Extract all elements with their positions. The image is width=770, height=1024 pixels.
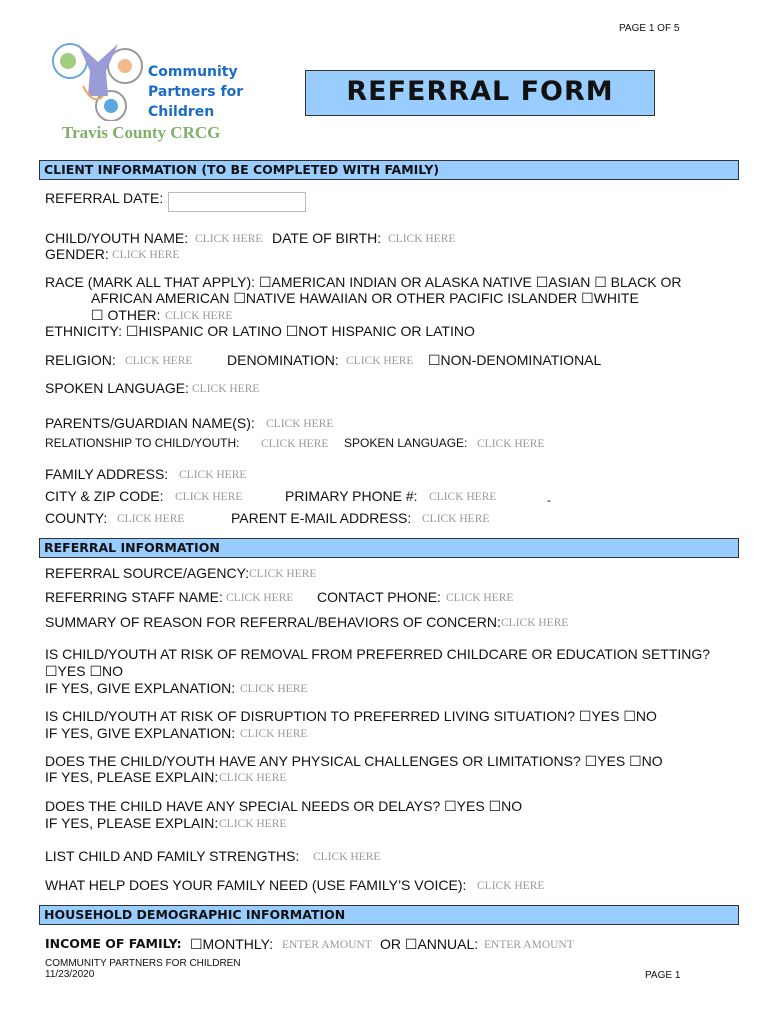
q1-explain-field[interactable]: CLICK HERE — [240, 683, 308, 695]
logo-line-2: Partners for — [148, 84, 244, 100]
address-field[interactable]: CLICK HERE — [179, 469, 247, 481]
logo-line-4: Travis County CRCG — [62, 123, 221, 142]
source-field[interactable]: CLICK HERE — [249, 568, 317, 580]
annual-checkbox[interactable]: OR ☐ANNUAL: — [380, 936, 479, 952]
child-name-field[interactable]: CLICK HERE — [195, 233, 263, 245]
annual-amount-field[interactable]: ENTER AMOUNT — [484, 939, 574, 951]
summary-field[interactable]: CLICK HERE — [501, 617, 569, 629]
logo-line-3: Children — [148, 104, 215, 120]
parent-language-field[interactable]: CLICK HERE — [477, 438, 545, 450]
help-field[interactable]: CLICK HERE — [477, 880, 545, 892]
race-other-field[interactable]: CLICK HERE — [165, 310, 233, 322]
monthly-checkbox[interactable]: ☐MONTHLY: — [190, 936, 274, 952]
contact-phone-label: CONTACT PHONE: — [317, 589, 441, 605]
parent-language-label: SPOKEN LANGUAGE: — [344, 436, 468, 450]
contact-phone-field[interactable]: CLICK HERE — [446, 592, 514, 604]
page-indicator: PAGE 1 OF 5 — [619, 23, 680, 34]
city-zip-field[interactable]: CLICK HERE — [175, 491, 243, 503]
dob-label: DATE OF BIRTH: — [272, 230, 382, 246]
strengths-label: LIST CHILD AND FAMILY STRENGTHS: — [45, 848, 300, 864]
address-label: FAMILY ADDRESS: — [45, 466, 169, 482]
footer-page: PAGE 1 — [645, 970, 681, 981]
q3-label[interactable]: DOES THE CHILD/YOUTH HAVE ANY PHYSICAL CHALLENGES OR LIMITATIONS? ☐YES ☐NO — [45, 753, 663, 769]
q4-explain-label: IF YES, PLEASE EXPLAIN: — [45, 815, 219, 831]
email-field[interactable]: CLICK HERE — [422, 513, 490, 525]
logo-line-1: Community — [148, 64, 238, 80]
staff-label: REFERRING STAFF NAME: — [45, 589, 223, 605]
county-label: COUNTY: — [45, 510, 108, 526]
denomination-label: DENOMINATION: — [227, 352, 339, 368]
gender-field[interactable]: CLICK HERE — [112, 249, 180, 261]
q4-label[interactable]: DOES THE CHILD HAVE ANY SPECIAL NEEDS OR DELAYS? ☐YES ☐NO — [45, 798, 523, 814]
section-header-client: CLIENT INFORMATION (TO BE COMPLETED WITH FAMILY) — [39, 160, 739, 180]
logo-children-icon — [48, 36, 148, 121]
denomination-field[interactable]: CLICK HERE — [346, 355, 414, 367]
help-label: WHAT HELP DOES YOUR FAMILY NEED (USE FAMILY’S VOICE): — [45, 877, 467, 893]
footer-date: 11/23/2020 — [45, 969, 95, 980]
q2-label[interactable]: IS CHILD/YOUTH AT RISK OF DISRUPTION TO PREFERRED LIVING SITUATION? ☐YES ☐NO — [45, 708, 657, 724]
income-label: INCOME OF FAMILY: — [45, 936, 182, 951]
city-zip-label: CITY & ZIP CODE: — [45, 488, 164, 504]
relationship-field[interactable]: CLICK HERE — [261, 438, 329, 450]
q1-explain-label: IF YES, GIVE EXPLANATION: — [45, 680, 236, 696]
phone-field[interactable]: CLICK HERE — [429, 491, 497, 503]
ethnicity-options[interactable]: ETHNICITY: ☐HISPANIC OR LATINO ☐NOT HISPANIC OR LATINO — [45, 323, 475, 339]
footer-org: COMMUNITY PARTNERS FOR CHILDREN — [45, 958, 241, 969]
gender-label: GENDER: — [45, 246, 109, 262]
spoken-language-label: SPOKEN LANGUAGE: — [45, 380, 189, 396]
monthly-amount-field[interactable]: ENTER AMOUNT — [282, 939, 372, 951]
referral-date-label: REFERRAL DATE: — [45, 190, 164, 206]
summary-label: SUMMARY OF REASON FOR REFERRAL/BEHAVIORS OF CONCERN: — [45, 614, 501, 630]
referral-date-input[interactable] — [168, 192, 306, 212]
email-label: PARENT E-MAIL ADDRESS: — [231, 510, 412, 526]
q4-explain-field[interactable]: CLICK HERE — [219, 818, 287, 830]
phone-dash: - — [547, 493, 551, 507]
race-other-checkbox[interactable]: ☐ OTHER: — [91, 307, 161, 323]
non-denominational-checkbox[interactable]: ☐NON-DENOMINATIONAL — [428, 352, 602, 368]
county-field[interactable]: CLICK HERE — [117, 513, 185, 525]
q3-explain-label: IF YES, PLEASE EXPLAIN: — [45, 769, 219, 785]
q1-options[interactable]: ☐YES ☐NO — [45, 663, 124, 679]
religion-label: RELIGION: — [45, 352, 116, 368]
source-label: REFERRAL SOURCE/AGENCY: — [45, 565, 250, 581]
strengths-field[interactable]: CLICK HERE — [313, 851, 381, 863]
race-line-2[interactable]: AFRICAN AMERICAN ☐NATIVE HAWAIIAN OR OTHER PACIFIC ISLANDER ☐WHITE — [91, 290, 639, 306]
phone-label: PRIMARY PHONE #: — [285, 488, 418, 504]
section-header-referral: REFERRAL INFORMATION — [39, 538, 739, 558]
spoken-language-field[interactable]: CLICK HERE — [192, 383, 260, 395]
parents-field[interactable]: CLICK HERE — [266, 418, 334, 430]
parents-label: PARENTS/GUARDIAN NAME(S): — [45, 415, 255, 431]
child-name-label: CHILD/YOUTH NAME: — [45, 230, 189, 246]
dob-field[interactable]: CLICK HERE — [388, 233, 456, 245]
q2-explain-field[interactable]: CLICK HERE — [240, 728, 308, 740]
q1-label: IS CHILD/YOUTH AT RISK OF REMOVAL FROM PREFERRED CHILDCARE OR EDUCATION SETTING? — [45, 646, 711, 662]
race-line-1[interactable]: RACE (MARK ALL THAT APPLY): ☐AMERICAN INDIAN OR ALASKA NATIVE ☐ASIAN ☐ BLACK OR — [45, 274, 682, 290]
q3-explain-field[interactable]: CLICK HERE — [219, 772, 287, 784]
section-header-household: HOUSEHOLD DEMOGRAPHIC INFORMATION — [39, 905, 739, 925]
relationship-label: RELATIONSHIP TO CHILD/YOUTH: — [45, 436, 240, 450]
staff-field[interactable]: CLICK HERE — [226, 592, 294, 604]
form-title: REFERRAL FORM — [305, 70, 655, 116]
logo — [48, 36, 258, 146]
q2-explain-label: IF YES, GIVE EXPLANATION: — [45, 725, 236, 741]
religion-field[interactable]: CLICK HERE — [125, 355, 193, 367]
